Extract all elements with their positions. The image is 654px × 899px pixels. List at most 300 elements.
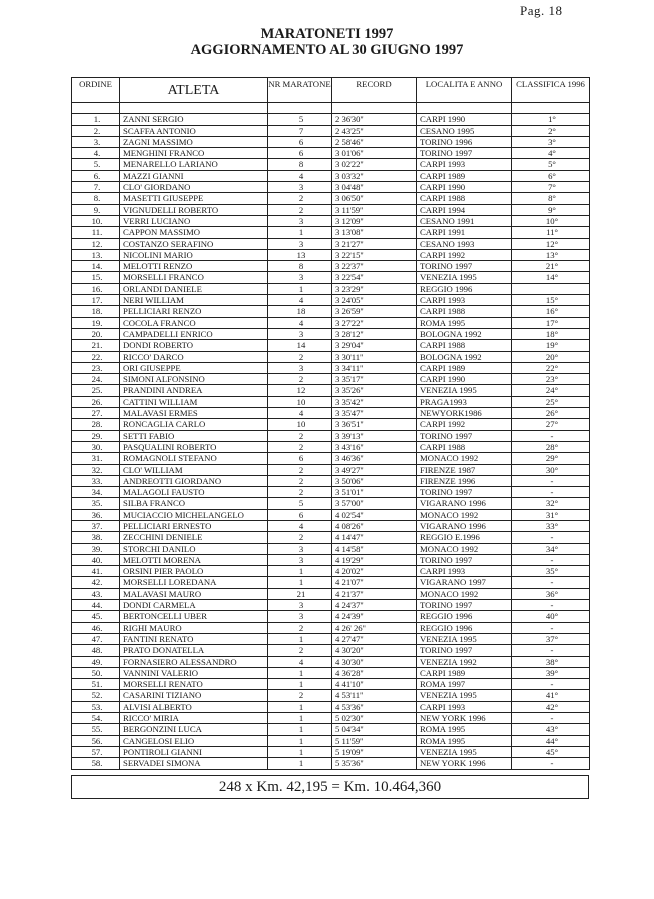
- ranking-1996: 20°: [512, 351, 590, 362]
- athlete-name: PASQUALINI ROBERTO: [120, 441, 268, 452]
- table-row: [72, 690, 590, 701]
- ranking-1996: 1°: [512, 114, 590, 125]
- record-time: 5 02'30'': [332, 713, 417, 724]
- record-time: 2 58'46'': [332, 136, 417, 147]
- location-year: TORINO 1997: [417, 430, 512, 441]
- marathon-count: 3: [268, 362, 332, 373]
- location-year: CARPI 1988: [417, 193, 512, 204]
- row-number: 53.: [72, 701, 120, 712]
- marathon-count: 3: [268, 554, 332, 565]
- ranking-1996: 26°: [512, 408, 590, 419]
- athlete-name: CLO' WILLIAM: [120, 464, 268, 475]
- record-time: 3 57'00'': [332, 498, 417, 509]
- ranking-1996: -: [512, 532, 590, 543]
- ranking-1996: 10°: [512, 215, 590, 226]
- athlete-name: MENARELLO LARIANO: [120, 159, 268, 170]
- marathon-count: 4: [268, 295, 332, 306]
- row-number: 23.: [72, 362, 120, 373]
- table-row: [72, 735, 590, 746]
- table-row: [72, 588, 590, 599]
- athlete-name: COCOLA FRANCO: [120, 317, 268, 328]
- marathon-count: 2: [268, 430, 332, 441]
- marathon-count: 5: [268, 114, 332, 125]
- ranking-1996: 36°: [512, 588, 590, 599]
- record-time: 3 46'36'': [332, 453, 417, 464]
- athlete-name: MASETTI GIUSEPPE: [120, 193, 268, 204]
- row-number: 38.: [72, 532, 120, 543]
- record-time: 4 27'47'': [332, 633, 417, 644]
- location-year: FIRENZE 1987: [417, 464, 512, 475]
- location-year: CARPI 1988: [417, 441, 512, 452]
- row-number: 30.: [72, 441, 120, 452]
- marathon-count: 5: [268, 498, 332, 509]
- ranking-1996: 29°: [512, 453, 590, 464]
- row-number: 36.: [72, 509, 120, 520]
- location-year: NEWYORK1986: [417, 408, 512, 419]
- athlete-name: PELLICIARI RENZO: [120, 306, 268, 317]
- record-time: 3 23'29'': [332, 283, 417, 294]
- location-year: BOLOGNA 1992: [417, 351, 512, 362]
- row-number: 26.: [72, 396, 120, 407]
- athlete-name: BERTONCELLI UBER: [120, 611, 268, 622]
- location-year: VIGARANO 1996: [417, 520, 512, 531]
- location-year: CARPI 1990: [417, 182, 512, 193]
- row-number: 37.: [72, 520, 120, 531]
- ranking-1996: 38°: [512, 656, 590, 667]
- marathon-count: 1: [268, 633, 332, 644]
- page-title: MARATONETI 1997: [260, 26, 394, 42]
- record-time: 3 22'15'': [332, 249, 417, 260]
- record-time: 3 04'48'': [332, 182, 417, 193]
- record-time: 4 24'39'': [332, 611, 417, 622]
- ranking-1996: 24°: [512, 385, 590, 396]
- location-year: MONACO 1992: [417, 543, 512, 554]
- marathon-count: 10: [268, 419, 332, 430]
- row-number: 16.: [72, 283, 120, 294]
- record-time: 3 36'51'': [332, 419, 417, 430]
- ranking-1996: -: [512, 554, 590, 565]
- location-year: VENEZIA 1995: [417, 272, 512, 283]
- table-row: [72, 577, 590, 588]
- marathon-count: 1: [268, 746, 332, 757]
- record-time: 4 21'37'': [332, 588, 417, 599]
- ranking-1996: 25°: [512, 396, 590, 407]
- location-year: CESANO 1995: [417, 125, 512, 136]
- ranking-1996: 5°: [512, 159, 590, 170]
- athlete-name: MALAGOLI FAUSTO: [120, 487, 268, 498]
- ranking-1996: 35°: [512, 566, 590, 577]
- location-year: TORINO 1997: [417, 600, 512, 611]
- table-row: [72, 261, 590, 272]
- ranking-1996: -: [512, 713, 590, 724]
- marathon-count: 2: [268, 441, 332, 452]
- athlete-name: SETTI FABIO: [120, 430, 268, 441]
- location-year: TORINO 1997: [417, 148, 512, 159]
- header-maratone: NR MARATONE: [268, 78, 332, 103]
- record-time: 3 35'17'': [332, 374, 417, 385]
- ranking-1996: 16°: [512, 306, 590, 317]
- table-row: [72, 317, 590, 328]
- athlete-name: RICCO' MIRIA: [120, 713, 268, 724]
- location-year: VIGARANO 1996: [417, 498, 512, 509]
- header-atleta: ATLETA: [120, 78, 268, 103]
- row-number: 28.: [72, 419, 120, 430]
- athlete-name: MAZZI GIANNI: [120, 170, 268, 181]
- ranking-1996: 27°: [512, 419, 590, 430]
- table-row: [72, 396, 590, 407]
- row-number: 12.: [72, 238, 120, 249]
- marathon-count: 1: [268, 713, 332, 724]
- record-time: 3 35'26'': [332, 385, 417, 396]
- ranking-1996: 6°: [512, 170, 590, 181]
- record-time: 3 24'05'': [332, 295, 417, 306]
- marathon-count: 3: [268, 238, 332, 249]
- athlete-name: NICOLINI MARIO: [120, 249, 268, 260]
- record-time: 4 30'20'': [332, 645, 417, 656]
- athlete-name: BERGONZINI LUCA: [120, 724, 268, 735]
- record-time: 4 19'29'': [332, 554, 417, 565]
- record-time: 5 19'09'': [332, 746, 417, 757]
- athlete-name: FORNASIERO ALESSANDRO: [120, 656, 268, 667]
- marathon-count: 2: [268, 351, 332, 362]
- row-number: 48.: [72, 645, 120, 656]
- record-time: 3 22'37'': [332, 261, 417, 272]
- record-time: 5 04'34'': [332, 724, 417, 735]
- row-number: 52.: [72, 690, 120, 701]
- record-time: 3 28'12'': [332, 328, 417, 339]
- ranking-1996: 2°: [512, 125, 590, 136]
- athlete-name: RIGHI MAURO: [120, 622, 268, 633]
- page-subtitle: AGGIORNAMENTO AL 30 GIUGNO 1997: [190, 42, 464, 58]
- ranking-1996: 7°: [512, 182, 590, 193]
- record-time: 4 08'26'': [332, 520, 417, 531]
- table-row: [72, 227, 590, 238]
- table-row: [72, 408, 590, 419]
- table-row: [72, 362, 590, 373]
- record-time: 3 50'06'': [332, 475, 417, 486]
- record-time: 3 27'22'': [332, 317, 417, 328]
- athlete-name: PRANDINI ANDREA: [120, 385, 268, 396]
- row-number: 55.: [72, 724, 120, 735]
- row-number: 33.: [72, 475, 120, 486]
- ranking-1996: 13°: [512, 249, 590, 260]
- ranking-1996: -: [512, 475, 590, 486]
- row-number: 6.: [72, 170, 120, 181]
- location-year: ROMA 1995: [417, 724, 512, 735]
- athlete-name: SILBA FRANCO: [120, 498, 268, 509]
- record-time: 3 35'42'': [332, 396, 417, 407]
- table-body: [72, 103, 590, 770]
- marathon-count: 3: [268, 543, 332, 554]
- marathon-count: 4: [268, 170, 332, 181]
- table-row: [72, 125, 590, 136]
- athlete-name: SERVADEI SIMONA: [120, 758, 268, 769]
- table-row: [72, 713, 590, 724]
- table-row: [72, 193, 590, 204]
- row-number: 56.: [72, 735, 120, 746]
- record-time: 3 03'32'': [332, 170, 417, 181]
- record-time: 4 24'37'': [332, 600, 417, 611]
- athlete-name: VANNINI VALERIO: [120, 667, 268, 678]
- marathon-count: 3: [268, 272, 332, 283]
- marathon-count: 1: [268, 679, 332, 690]
- spacer-cell: [512, 103, 590, 114]
- record-time: 3 35'47'': [332, 408, 417, 419]
- marathon-count: 18: [268, 306, 332, 317]
- row-number: 41.: [72, 566, 120, 577]
- table-row: [72, 215, 590, 226]
- record-time: 3 13'08'': [332, 227, 417, 238]
- ranking-1996: 37°: [512, 633, 590, 644]
- table-row: [72, 566, 590, 577]
- record-time: 3 11'59'': [332, 204, 417, 215]
- row-number: 54.: [72, 713, 120, 724]
- marathon-count: 7: [268, 125, 332, 136]
- athlete-name: MORSELLI LOREDANA: [120, 577, 268, 588]
- location-year: CARPI 1990: [417, 374, 512, 385]
- table-row: [72, 679, 590, 690]
- athlete-name: PELLICIARI ERNESTO: [120, 520, 268, 531]
- table-row: [72, 249, 590, 260]
- record-time: 3 34'11'': [332, 362, 417, 373]
- row-number: 22.: [72, 351, 120, 362]
- ranking-1996: 18°: [512, 328, 590, 339]
- ranking-1996: 43°: [512, 724, 590, 735]
- ranking-1996: 23°: [512, 374, 590, 385]
- ranking-1996: 19°: [512, 340, 590, 351]
- row-number: 31.: [72, 453, 120, 464]
- row-number: 57.: [72, 746, 120, 757]
- table-row: [72, 656, 590, 667]
- location-year: TORINO 1997: [417, 645, 512, 656]
- row-number: 49.: [72, 656, 120, 667]
- table-row: [72, 328, 590, 339]
- header-classifica: CLASSIFICA 1996: [512, 78, 590, 103]
- row-number: 51.: [72, 679, 120, 690]
- table-row: [72, 306, 590, 317]
- location-year: CARPI 1988: [417, 340, 512, 351]
- record-time: 4 20'02'': [332, 566, 417, 577]
- table-row: [72, 667, 590, 678]
- location-year: REGGIO 1996: [417, 283, 512, 294]
- location-year: MONACO 1992: [417, 509, 512, 520]
- marathon-count: 1: [268, 667, 332, 678]
- record-time: 5 11'59'': [332, 735, 417, 746]
- table-row: [72, 453, 590, 464]
- record-time: 4 36'28'': [332, 667, 417, 678]
- row-number: 17.: [72, 295, 120, 306]
- table-row: [72, 170, 590, 181]
- record-time: 3 21'27'': [332, 238, 417, 249]
- athlete-name: MELOTTI MORENA: [120, 554, 268, 565]
- ranking-1996: 12°: [512, 238, 590, 249]
- row-number: 34.: [72, 487, 120, 498]
- record-time: 3 43'16'': [332, 441, 417, 452]
- row-number: 44.: [72, 600, 120, 611]
- ranking-1996: 44°: [512, 735, 590, 746]
- table-row: [72, 114, 590, 125]
- marathon-count: 1: [268, 758, 332, 769]
- row-number: 5.: [72, 159, 120, 170]
- row-number: 10.: [72, 215, 120, 226]
- location-year: CARPI 1993: [417, 701, 512, 712]
- spacer-cell: [120, 103, 268, 114]
- ranking-1996: 17°: [512, 317, 590, 328]
- row-number: 20.: [72, 328, 120, 339]
- record-time: 3 12'09'': [332, 215, 417, 226]
- table-row: [72, 351, 590, 362]
- record-time: 3 29'04'': [332, 340, 417, 351]
- marathon-count: 1: [268, 735, 332, 746]
- row-number: 58.: [72, 758, 120, 769]
- table-row: [72, 430, 590, 441]
- table-row: [72, 758, 590, 769]
- marathon-count: 3: [268, 328, 332, 339]
- location-year: MONACO 1992: [417, 588, 512, 599]
- marathon-count: 4: [268, 408, 332, 419]
- row-number: 3.: [72, 136, 120, 147]
- marathon-count: 6: [268, 453, 332, 464]
- record-time: 2 36'30'': [332, 114, 417, 125]
- row-number: 42.: [72, 577, 120, 588]
- row-number: 47.: [72, 633, 120, 644]
- athlete-name: MORSELLI FRANCO: [120, 272, 268, 283]
- location-year: VENEZIA 1995: [417, 633, 512, 644]
- ranking-1996: 11°: [512, 227, 590, 238]
- row-number: 8.: [72, 193, 120, 204]
- athlete-name: CATTINI WILLIAM: [120, 396, 268, 407]
- row-number: 19.: [72, 317, 120, 328]
- marathon-count: 2: [268, 193, 332, 204]
- athlete-name: ZECCHINI DENIELE: [120, 532, 268, 543]
- row-number: 29.: [72, 430, 120, 441]
- marathon-count: 2: [268, 464, 332, 475]
- location-year: CARPI 1989: [417, 362, 512, 373]
- record-time: 4 53'11'': [332, 690, 417, 701]
- table-row: [72, 136, 590, 147]
- athlete-name: FANTINI RENATO: [120, 633, 268, 644]
- location-year: REGGIO 1996: [417, 622, 512, 633]
- ranking-1996: 15°: [512, 295, 590, 306]
- ranking-1996: 3°: [512, 136, 590, 147]
- marathon-count: 14: [268, 340, 332, 351]
- location-year: REGGIO 1996: [417, 611, 512, 622]
- athlete-name: MALAVASI MAURO: [120, 588, 268, 599]
- row-number: 15.: [72, 272, 120, 283]
- athlete-name: RICCO' DARCO: [120, 351, 268, 362]
- ranking-1996: [512, 283, 590, 294]
- marathon-count: 2: [268, 374, 332, 385]
- location-year: CARPI 1993: [417, 159, 512, 170]
- table-row: [72, 543, 590, 554]
- location-year: CARPI 1990: [417, 114, 512, 125]
- marathon-count: 8: [268, 261, 332, 272]
- ranking-1996: 8°: [512, 193, 590, 204]
- ranking-1996: -: [512, 645, 590, 656]
- location-year: TORINO 1997: [417, 487, 512, 498]
- athlete-name: SIMONI ALFONSINO: [120, 374, 268, 385]
- row-number: 32.: [72, 464, 120, 475]
- spacer-cell: [332, 103, 417, 114]
- athlete-name: PONTIROLI GIANNI: [120, 746, 268, 757]
- ranking-1996: 4°: [512, 148, 590, 159]
- location-year: CESANO 1991: [417, 215, 512, 226]
- table-row: [72, 600, 590, 611]
- table-row: [72, 724, 590, 735]
- location-year: CESANO 1993: [417, 238, 512, 249]
- location-year: VENEZIA 1995: [417, 746, 512, 757]
- header-ordine: ORDINE: [72, 78, 120, 103]
- athlete-name: ZANNI SERGIO: [120, 114, 268, 125]
- table-header-row: [72, 78, 590, 103]
- location-year: CARPI 1992: [417, 249, 512, 260]
- marathon-count: 4: [268, 317, 332, 328]
- row-number: 18.: [72, 306, 120, 317]
- location-year: CARPI 1992: [417, 419, 512, 430]
- ranking-1996: 41°: [512, 690, 590, 701]
- table-row: [72, 622, 590, 633]
- record-time: 3 30'11'': [332, 351, 417, 362]
- record-time: 3 49'27'': [332, 464, 417, 475]
- ranking-1996: -: [512, 430, 590, 441]
- marathon-count: 1: [268, 701, 332, 712]
- athlete-name: STORCHI DANILO: [120, 543, 268, 554]
- athlete-name: ROMAGNOLI STEFANO: [120, 453, 268, 464]
- marathon-count: 6: [268, 148, 332, 159]
- location-year: VENEZIA 1995: [417, 690, 512, 701]
- table-row: [72, 385, 590, 396]
- location-year: NEW YORK 1996: [417, 713, 512, 724]
- location-year: ROMA 1995: [417, 735, 512, 746]
- marathon-count: 1: [268, 283, 332, 294]
- marathon-count: 8: [268, 159, 332, 170]
- marathon-count: 1: [268, 577, 332, 588]
- marathon-count: 3: [268, 600, 332, 611]
- athlete-name: ZAGNI MASSIMO: [120, 136, 268, 147]
- table-row: [72, 159, 590, 170]
- row-number: 40.: [72, 554, 120, 565]
- table-row: [72, 182, 590, 193]
- athlete-name: MALAVASI ERMES: [120, 408, 268, 419]
- athlete-name: DONDI ROBERTO: [120, 340, 268, 351]
- table-row: [72, 701, 590, 712]
- ranking-1996: 39°: [512, 667, 590, 678]
- athlete-name: MUCIACCIO MICHELANGELO: [120, 509, 268, 520]
- row-number: 1.: [72, 114, 120, 125]
- ranking-1996: 32°: [512, 498, 590, 509]
- spacer-cell: [417, 103, 512, 114]
- row-number: 50.: [72, 667, 120, 678]
- marathon-count: 2: [268, 204, 332, 215]
- table-row: [72, 272, 590, 283]
- athlete-name: CAPPON MASSIMO: [120, 227, 268, 238]
- record-time: 3 06'50'': [332, 193, 417, 204]
- row-number: 43.: [72, 588, 120, 599]
- record-time: 4 02'54'': [332, 509, 417, 520]
- record-time: 4 41'10'': [332, 679, 417, 690]
- ranking-1996: 40°: [512, 611, 590, 622]
- marathon-count: 10: [268, 396, 332, 407]
- ranking-1996: 34°: [512, 543, 590, 554]
- row-number: 2.: [72, 125, 120, 136]
- athlete-name: VERRI LUCIANO: [120, 215, 268, 226]
- ranking-1996: -: [512, 487, 590, 498]
- marathon-count: 1: [268, 566, 332, 577]
- row-number: 13.: [72, 249, 120, 260]
- table-row: [72, 611, 590, 622]
- ranking-1996: 42°: [512, 701, 590, 712]
- marathon-count: 2: [268, 645, 332, 656]
